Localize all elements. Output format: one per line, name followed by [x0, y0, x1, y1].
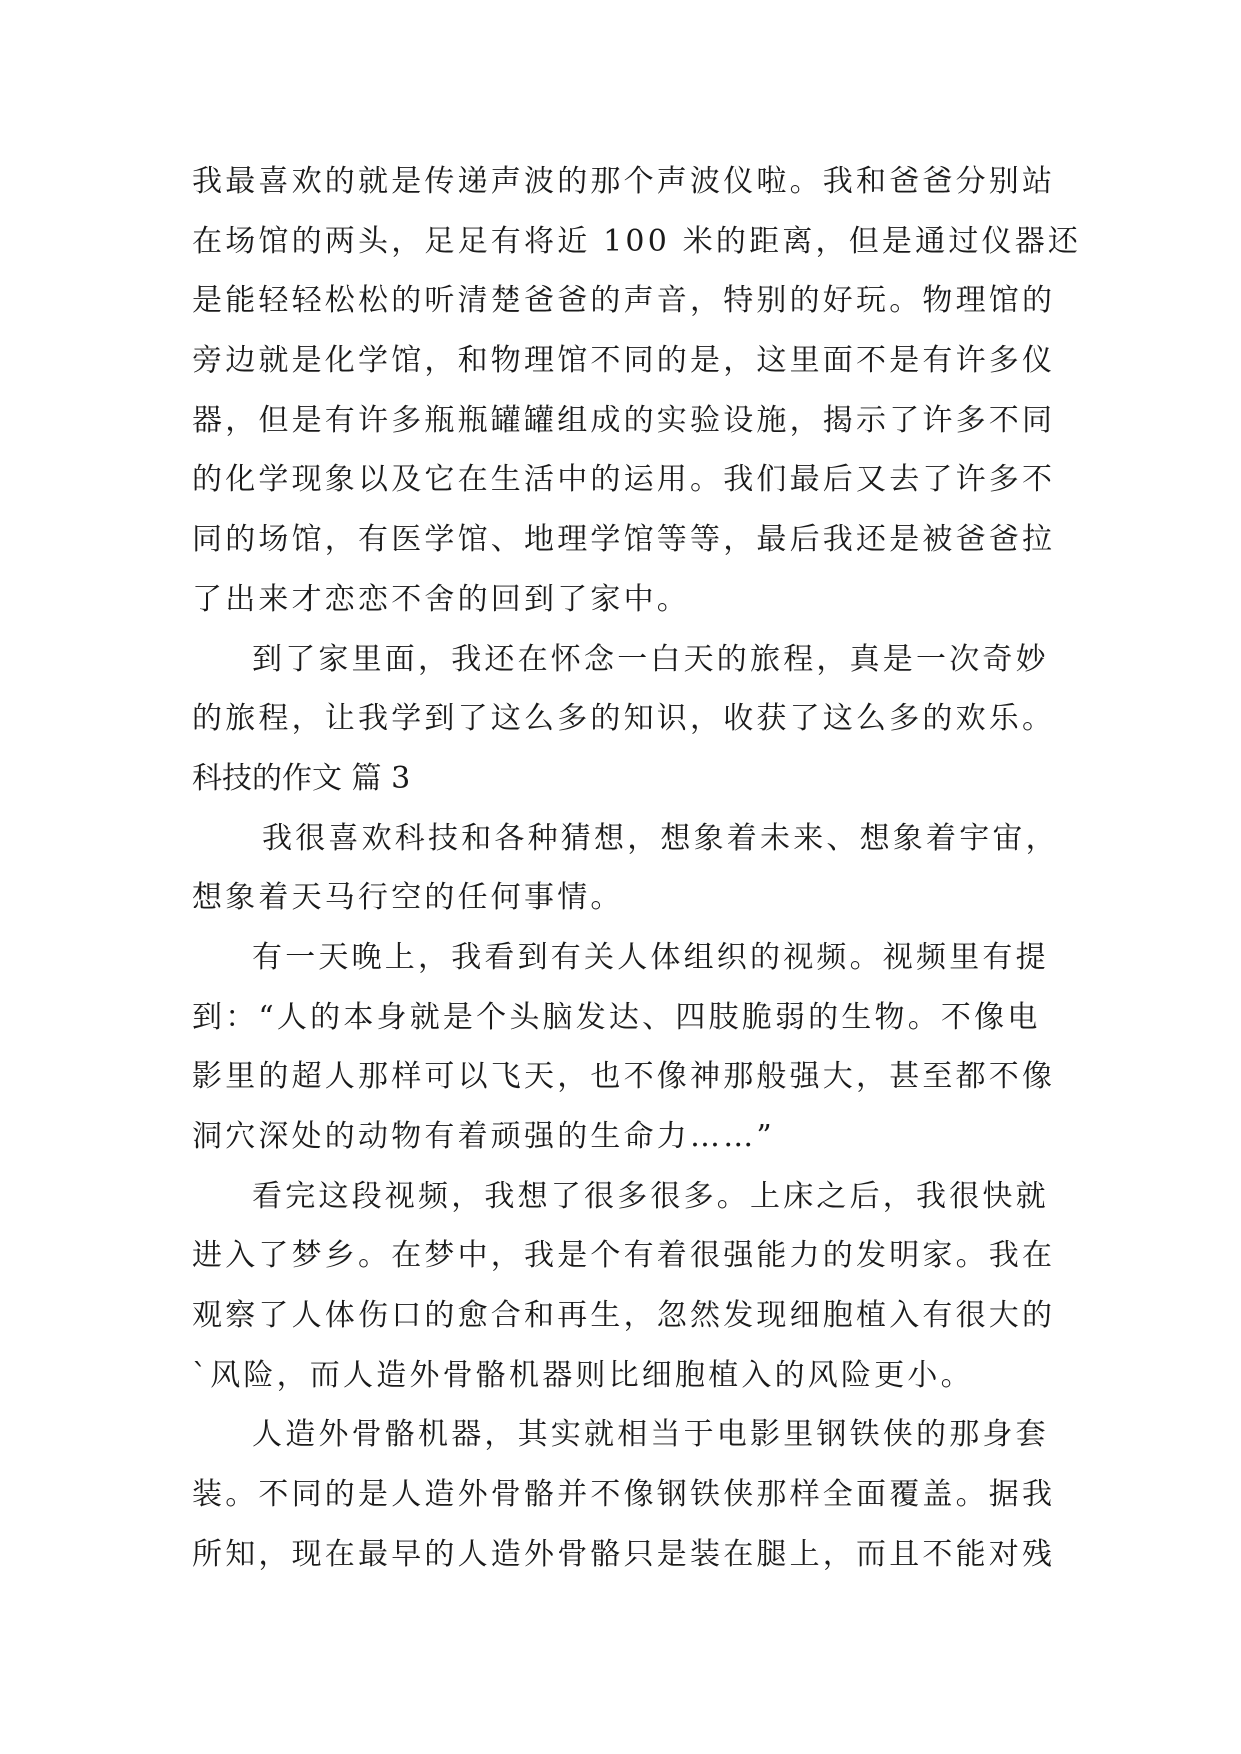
- paragraph-line: 所知，现在最早的人造外骨骼只是装在腿上，而且不能对残: [192, 1536, 1056, 1572]
- paragraph-line: 进入了梦乡。在梦中，我是个有着很强能力的发明家。我在: [192, 1238, 1056, 1274]
- paragraph-line: 的旅程，让我学到了这么多的知识，收获了这么多的欢乐。: [192, 701, 1056, 737]
- paragraph-line: 器，但是有许多瓶瓶罐罐组成的实验设施，揭示了许多不同: [192, 402, 1056, 438]
- paragraph-line: 影里的超人那样可以飞天，也不像神那般强大，甚至都不像: [192, 1059, 1056, 1095]
- paragraph-line: 在场馆的两头，足足有将近 100 米的距离，但是通过仪器还: [192, 223, 1082, 259]
- paragraph-line: 旁边就是化学馆，和物理馆不同的是，这里面不是有许多仪: [192, 343, 1056, 379]
- paragraph-line: 同的场馆，有医学馆、地理学馆等等，最后我还是被爸爸拉: [192, 522, 1056, 558]
- paragraph-line: `风险，而人造外骨骼机器则比细胞植入的风险更小。: [192, 1357, 974, 1393]
- paragraph-line: 想象着天马行空的任何事情。: [192, 880, 624, 916]
- paragraph-line: 观察了人体伤口的愈合和再生，忽然发现细胞植入有很大的: [192, 1298, 1056, 1334]
- paragraph-line: 到：“人的本身就是个头脑发达、四肢脆弱的生物。不像电: [192, 999, 1041, 1035]
- paragraph-line: 我最喜欢的就是传递声波的那个声波仪啦。我和爸爸分别站: [192, 164, 1056, 199]
- paragraph-line: 我很喜欢科技和各种猜想，想象着未来、想象着宇宙，: [262, 820, 1059, 856]
- paragraph-line: 是能轻轻松松的听清楚爸爸的声音，特别的好玩。物理馆的: [192, 283, 1056, 319]
- paragraph-line: 装。不同的是人造外骨骼并不像钢铁侠那样全面覆盖。据我: [192, 1477, 1056, 1513]
- paragraph-line: 看完这段视频，我想了很多很多。上床之后，我很快就: [252, 1178, 1049, 1214]
- paragraph-line: 有一天晚上，我看到有关人体组织的视频。视频里有提: [252, 939, 1049, 975]
- section-heading: 科技的作文 篇 3: [192, 760, 411, 796]
- paragraph-line: 了出来才恋恋不舍的回到了家中。: [192, 581, 690, 617]
- document-body: [192, 152, 1082, 1585]
- paragraph-line: 的化学现象以及它在生活中的运用。我们最后又去了许多不: [192, 462, 1056, 498]
- paragraph-line: 人造外骨骼机器，其实就相当于电影里钢铁侠的那身套: [252, 1417, 1049, 1453]
- paragraph-line: 到了家里面，我还在怀念一白天的旅程，真是一次奇妙: [252, 641, 1049, 677]
- paragraph-line: 洞穴深处的动物有着顽强的生命力……”: [192, 1119, 775, 1154]
